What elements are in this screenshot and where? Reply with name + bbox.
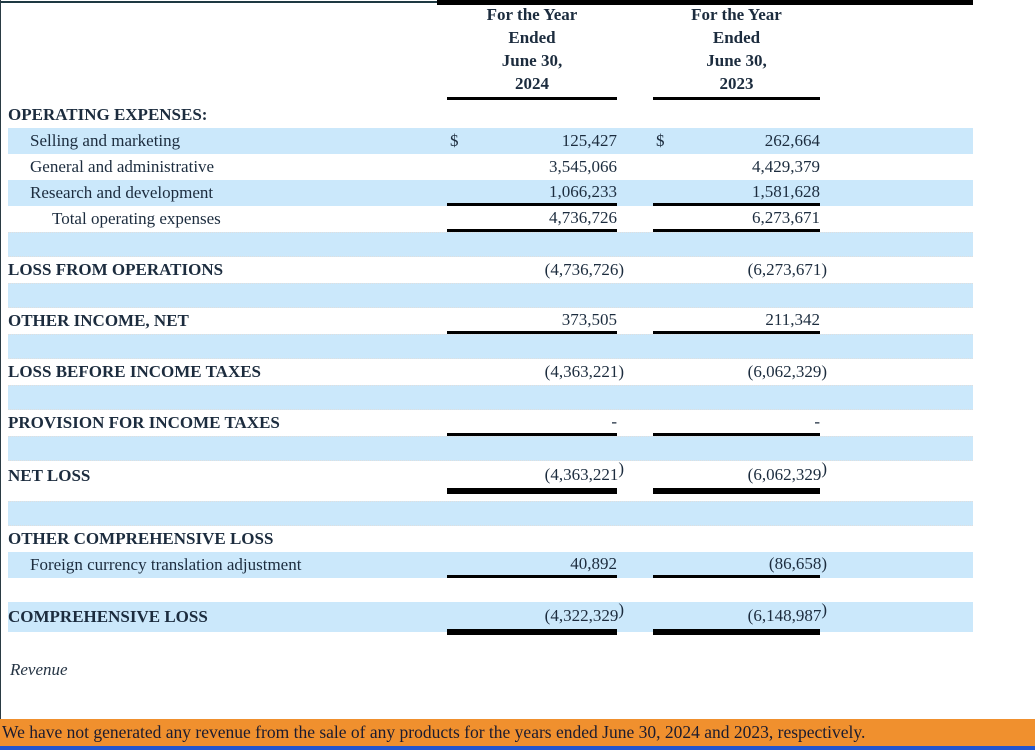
revenue-highlight-note: We have not generated any revenue from the sale of any products for the years ended June 30, 2024 and 2023, respectively. (0, 719, 1035, 746)
dollar-sign: $ (656, 131, 665, 150)
amount-cell-2024 (447, 257, 624, 283)
amount-cell-2024 (447, 599, 624, 632)
row-right-filler (820, 458, 973, 491)
amount-value: 211,342 (765, 309, 820, 329)
row-label: OTHER INCOME, NET (8, 311, 189, 330)
revenue-heading: Revenue (10, 660, 68, 679)
table-row (8, 410, 973, 436)
row-label: COMPREHENSIVE LOSS (8, 607, 208, 626)
amount-value: 1,066,233 (549, 181, 617, 201)
row-right-filler (820, 526, 973, 552)
row-label: Foreign currency translation adjustment (30, 555, 302, 574)
amount-cell-2023 (653, 526, 820, 552)
amount-cell-2024 (447, 335, 617, 358)
amount-cell-2023 (653, 284, 820, 307)
amount-cell-2024 (447, 284, 617, 307)
amount-value: 262,664 (764, 131, 820, 150)
row-right-filler (820, 437, 973, 460)
row-right-filler (820, 502, 973, 525)
column-header-line: For the Year (486, 5, 578, 24)
amount-cell-2023 (653, 410, 820, 436)
raised-close-paren: ) (821, 458, 827, 478)
row-right-filler (820, 233, 973, 256)
row-right-filler (820, 552, 973, 578)
row-right-filler (820, 128, 973, 154)
row-label: General and administrative (30, 157, 215, 176)
row-right-filler (820, 410, 973, 436)
spacer-row (8, 501, 973, 526)
raised-close-paren: ) (821, 599, 827, 619)
table-row (8, 128, 973, 154)
amount-value: (4,736,726) (544, 260, 624, 279)
amount-cell-2024 (447, 437, 617, 460)
table-row (8, 206, 973, 232)
amount-value: (6,148,987) (747, 599, 827, 625)
table-row (8, 308, 973, 334)
amount-cell-2023 (653, 308, 820, 334)
column-header-line: For the Year (691, 5, 782, 24)
top-border-left-segment (0, 1, 437, 3)
row-label (8, 437, 447, 460)
row-label: LOSS BEFORE INCOME TAXES (8, 362, 262, 381)
amount-cell-2023 (653, 154, 820, 180)
table-row (8, 257, 973, 283)
amount-cell-2023 (653, 180, 820, 206)
amount-cell-2024 (447, 233, 617, 256)
amount-value: - (814, 411, 820, 431)
table-header-row (8, 0, 1035, 100)
row-right-filler (820, 257, 973, 283)
column-header-line: Ended (712, 28, 761, 47)
amount-cell-2023 (653, 502, 820, 525)
table-row (8, 526, 973, 552)
row-right-filler (820, 102, 973, 128)
row-right-filler (820, 359, 973, 385)
raised-close-paren: ) (618, 599, 624, 619)
dollar-sign: $ (450, 131, 459, 150)
amount-cell-2023 (653, 335, 820, 358)
row-right-filler (820, 206, 973, 232)
amount-cell-2023 (653, 233, 820, 256)
amount-cell-2024 (447, 102, 617, 128)
table-row (8, 180, 973, 206)
amount-cell-2024 (447, 502, 617, 525)
amount-value: (6,062,329) (747, 458, 827, 484)
row-label (8, 502, 447, 525)
raised-close-paren: ) (618, 458, 624, 478)
amount-value: - (611, 411, 617, 431)
amount-value: 125,427 (561, 131, 617, 150)
spacer-row (8, 385, 973, 410)
amount-cell-2024 (447, 526, 617, 552)
amount-cell-2023 (653, 578, 820, 602)
table-row (8, 359, 973, 385)
row-right-filler (820, 180, 973, 206)
amount-value: (4,322,329) (544, 599, 624, 625)
amount-cell-2023 (653, 386, 820, 409)
row-label (8, 578, 447, 602)
left-border-line (0, 0, 1, 750)
row-right-filler (820, 154, 973, 180)
column-header-2023 (653, 3, 820, 100)
amount-cell-2023 (653, 102, 820, 128)
row-label: PROVISION FOR INCOME TAXES (8, 413, 280, 432)
column-header-line: Ended (508, 28, 556, 47)
row-right-filler (820, 284, 973, 307)
amount-cell-2024 (447, 180, 617, 206)
row-label: Total operating expenses (52, 209, 221, 228)
column-header-line: 2024 (515, 74, 549, 93)
row-label (8, 335, 447, 358)
row-right-filler (820, 599, 973, 632)
amount-value: 4,736,726 (549, 207, 617, 227)
amount-cell-2024 (447, 458, 624, 491)
column-header-line: June 30, (501, 51, 563, 70)
row-right-filler (820, 386, 973, 409)
amount-cell-2023 (653, 128, 820, 154)
spacer-row (8, 436, 973, 461)
row-label: Research and development (30, 183, 214, 202)
amount-cell-2024 (447, 359, 624, 385)
amount-cell-2023 (653, 599, 827, 632)
row-label: LOSS FROM OPERATIONS (8, 260, 224, 279)
row-label: OPERATING EXPENSES: (8, 105, 208, 124)
amount-cell-2024 (447, 206, 617, 232)
amount-cell-2023 (653, 257, 827, 283)
table-row (8, 154, 973, 180)
bottom-border-line (0, 746, 1035, 750)
amount-cell-2024 (447, 552, 617, 578)
amount-cell-2023 (653, 437, 820, 460)
amount-value: 40,892 (570, 553, 617, 573)
row-right-filler (820, 335, 973, 358)
amount-value: 6,273,671 (752, 207, 820, 227)
spacer-row (8, 334, 973, 359)
amount-value: (6,273,671) (747, 260, 827, 279)
amount-value: 3,545,066 (549, 157, 617, 176)
spacer-row (8, 232, 973, 257)
spacer-row (8, 578, 973, 602)
table-row (8, 599, 973, 632)
amount-cell-2023 (653, 206, 820, 232)
table-row (8, 458, 973, 491)
row-label (8, 386, 447, 409)
amount-cell-2024 (447, 308, 617, 334)
amount-cell-2024 (447, 128, 617, 154)
row-right-filler (820, 578, 973, 602)
column-header-2024 (447, 3, 617, 100)
amount-value: 4,429,379 (752, 157, 820, 176)
row-label (8, 233, 447, 256)
amount-value: (4,363,221) (544, 458, 624, 484)
row-label: Selling and marketing (30, 131, 181, 150)
row-right-filler (820, 308, 973, 334)
row-label: OTHER COMPREHENSIVE LOSS (8, 529, 274, 548)
amount-cell-2023 (653, 458, 827, 491)
statement-table-body (0, 102, 1035, 632)
table-row (8, 102, 973, 128)
row-label: NET LOSS (8, 466, 91, 485)
row-label (8, 284, 447, 307)
column-header-line: 2023 (719, 74, 754, 93)
amount-cell-2023 (653, 359, 827, 385)
amount-value: (86,658) (768, 553, 827, 573)
amount-cell-2024 (447, 386, 617, 409)
table-row (8, 552, 973, 578)
amount-cell-2024 (447, 410, 617, 436)
amount-value: (4,363,221) (544, 362, 624, 381)
spacer-row (8, 283, 973, 308)
amount-cell-2023 (653, 552, 827, 578)
amount-value: 373,505 (561, 309, 617, 329)
amount-cell-2024 (447, 154, 617, 180)
column-header-line: June 30, (706, 51, 767, 70)
amount-value: (6,062,329) (747, 362, 827, 381)
amount-value: 1,581,628 (752, 181, 820, 201)
columns-top-rule (437, 0, 973, 5)
amount-cell-2024 (447, 578, 617, 602)
